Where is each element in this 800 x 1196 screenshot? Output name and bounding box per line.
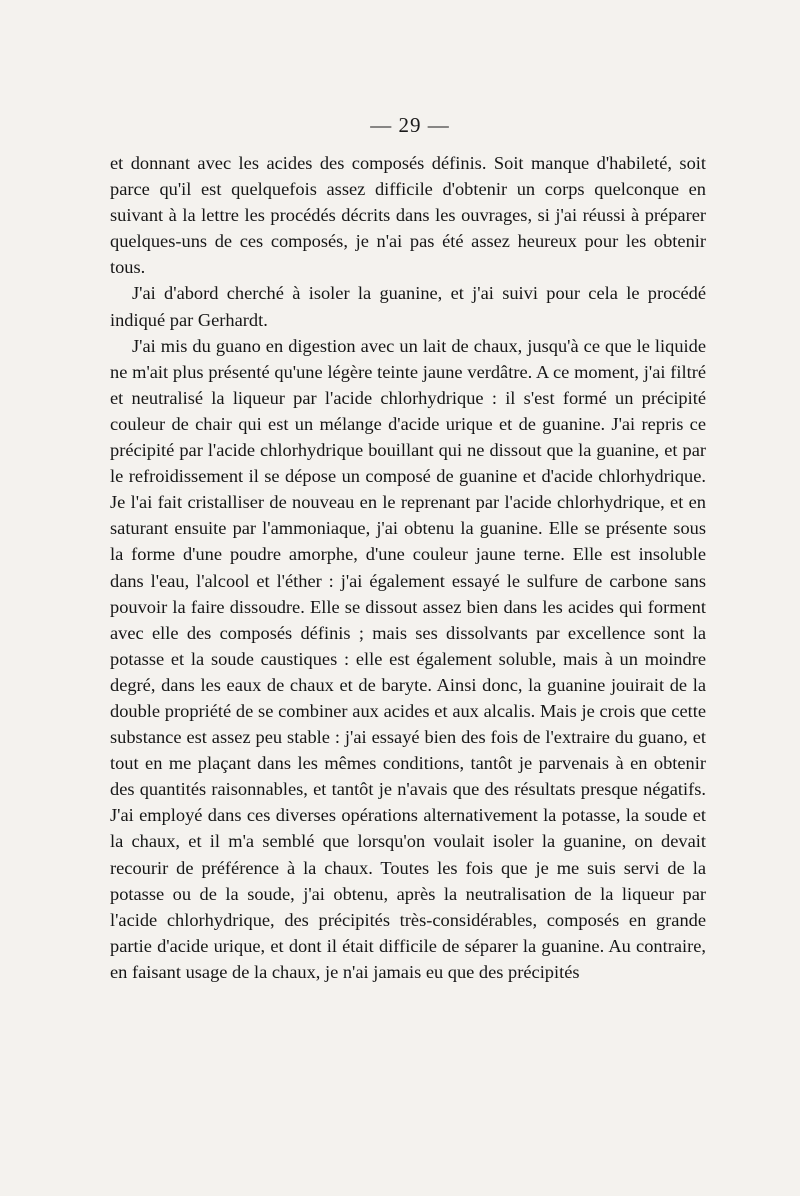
paragraph-guanine-procedure: J'ai mis du guano en digestion avec un lait de chaux, jusqu'à ce que le liquide ne m'ait plus présenté qu'une légère teinte jaune verdâtre. A ce moment, j'ai filtré et neutralisé la liqueur par l'acide chlorhydrique : il s'est formé un précipité couleur de chair qui est un mélange d'acide urique et de guanine. J'ai repris ce précipité par l'acide chlorhydrique bouillant qui ne dissout que la guanine, et par le refroidissement il se dépose un composé de guanine et d'acide chlorhydrique. Je l'ai fait cristalliser de nouveau en le reprenant par l'acide chlorhydrique, et en saturant ensuite par l'ammoniaque, j'ai obtenu la guanine. Elle se présente sous la forme d'une poudre amorphe, d'une couleur jaune terne. Elle est insoluble dans l'eau, l'alcool et l'éther : j'ai également essayé le sulfure de carbone sans pouvoir la faire dissoudre. Elle se dissout assez bien dans les acides qui forment avec elle des composés définis ; mais ses dissolvants par excellence sont la potasse et la soude caustiques : elle est également soluble, mais à un moindre degré, dans les eaux de chaux et de baryte. Ainsi donc, la guanine jouirait de la double propriété de se combiner aux acides et aux alcalis. Mais je crois que cette substance est assez peu stable : j'ai essayé bien des fois de l'extraire du guano, et tout en me plaçant dans les mêmes conditions, tantôt je parvenais à en obtenir des quantités raisonnables, et tantôt je n'avais que des résultats presque négatifs. J'ai employé dans ces diverses opérations alternativement la potasse, la soude et la chaux, et il m'a semblé que lorsqu'on voulait isoler la guanine, on devait recourir de préférence à la chaux. Toutes les fois que je me suis servi de la potasse ou de la soude, j'ai obtenu, après la neutralisation de la liqueur par l'acide chlorhydrique, des précipités très-considérables, composés en grande partie d'acide urique, et dont il était difficile de séparer la guanine. Au contraire, en faisant usage de la chaux, je n'ai jamais eu que des précipités <box>110 335 706 982</box>
body-text <box>110 150 706 985</box>
page-number: — 29 — <box>370 113 450 137</box>
paragraph-continuation: et donnant avec les acides des composés définis. Soit manque d'habileté, soit parce qu'il est quelquefois assez difficile d'obtenir un corps quelconque en suivant à la lettre les procédés décrits dans les ouvrages, si j'ai réussi à préparer quelques-uns de ces composés, je n'ai pas été assez heureux pour les obtenir tous. <box>110 153 706 278</box>
paragraph-guanine-intro: J'ai d'abord cherché à isoler la guanine, et j'ai suivi pour cela le procédé indiqué par Gerhardt. <box>110 283 706 330</box>
